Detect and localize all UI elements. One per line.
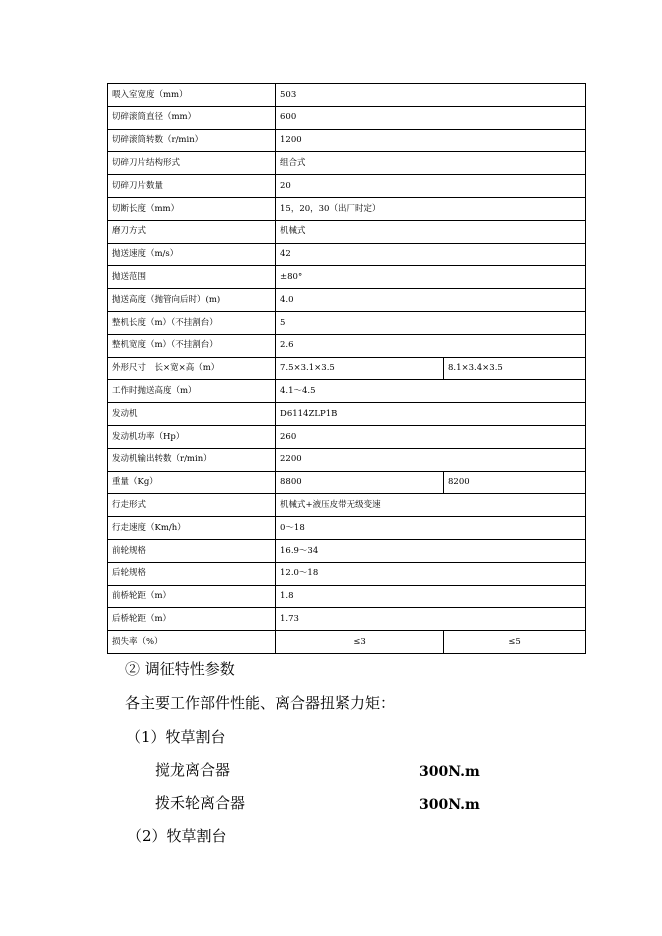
table-row <box>108 311 586 334</box>
row-value: 2200 <box>276 448 586 471</box>
row-value: 260 <box>276 425 586 448</box>
row-label: 磨刀方式 <box>108 220 276 243</box>
row-value: 组合式 <box>276 152 586 175</box>
row-label: 整机长度（m）（不挂割台） <box>108 311 276 334</box>
row-label: 外形尺寸 长×宽×高（m） <box>108 357 276 380</box>
table-row <box>108 380 586 403</box>
table-row <box>108 471 586 494</box>
table-row <box>108 517 586 540</box>
table-row <box>108 175 586 198</box>
row-value: 5 <box>276 311 586 334</box>
row-label: 整机宽度（m）（不挂割台） <box>108 334 276 357</box>
row-label: 切碎刀片结构形式 <box>108 152 276 175</box>
row-value: 机械式+液压皮带无级变速 <box>276 494 586 517</box>
row-label: 后轮规格 <box>108 562 276 585</box>
row-label: 发动机功率（Hp） <box>108 425 276 448</box>
row-value: 机械式 <box>276 220 586 243</box>
row-value: 42 <box>276 243 586 266</box>
row-label: 行走速度（Km/h） <box>108 517 276 540</box>
table-row <box>108 425 586 448</box>
table-row <box>108 106 586 129</box>
row-label: 抛送速度（m/s） <box>108 243 276 266</box>
table-row <box>108 197 586 220</box>
row-label: 切碎滚筒转数（r/min） <box>108 129 276 152</box>
row-value: ≤3 <box>276 631 444 654</box>
row-value: 4.1～4.5 <box>276 380 586 403</box>
row-label: 前桥轮距（m） <box>108 585 276 608</box>
spec-table <box>107 83 586 654</box>
row-value: 12.0～18 <box>276 562 586 585</box>
row-value: 20 <box>276 175 586 198</box>
row-label: 发动机输出转数（r/min） <box>108 448 276 471</box>
clutch1-torque: 300N.m <box>419 764 480 780</box>
table-row <box>108 494 586 517</box>
row-value: 2.6 <box>276 334 586 357</box>
row-value-alt: 8200 <box>444 471 586 494</box>
row-label: 抛送范围 <box>108 266 276 289</box>
table-row <box>108 84 586 107</box>
table-row <box>108 608 586 631</box>
table-row <box>108 357 586 380</box>
table-row <box>108 266 586 289</box>
table-row <box>108 220 586 243</box>
item2-title: （2）牧草割台 <box>127 827 227 845</box>
item1-title: （1）牧草割台 <box>126 728 226 746</box>
table-row <box>108 631 586 654</box>
table-row <box>108 289 586 312</box>
clutch1-name: 搅龙离合器 <box>155 761 231 779</box>
table-row <box>108 152 586 175</box>
clutch2-torque: 300N.m <box>419 797 480 813</box>
row-value: D6114ZLP1B <box>276 403 586 426</box>
row-value: ±80° <box>276 266 586 289</box>
row-label: 切碎刀片数量 <box>108 175 276 198</box>
row-value: 15，20，30（出厂时定） <box>276 197 586 220</box>
table-row <box>108 539 586 562</box>
row-value-alt: ≤5 <box>444 631 586 654</box>
table-row <box>108 448 586 471</box>
spec-table-body <box>108 84 586 654</box>
table-row <box>108 562 586 585</box>
row-value: 8800 <box>276 471 444 494</box>
row-label: 切断长度（mm） <box>108 197 276 220</box>
row-value: 600 <box>276 106 586 129</box>
table-row <box>108 334 586 357</box>
row-value: 7.5×3.1×3.5 <box>276 357 444 380</box>
table-row <box>108 243 586 266</box>
row-value: 4.0 <box>276 289 586 312</box>
row-value: 1200 <box>276 129 586 152</box>
row-label: 喂入室宽度（mm） <box>108 84 276 107</box>
intro-text: 各主要工作部件性能、离合器扭紧力矩： <box>125 694 396 712</box>
table-row <box>108 585 586 608</box>
row-label: 前轮规格 <box>108 539 276 562</box>
row-label: 重量（Kg） <box>108 471 276 494</box>
row-label: 工作时抛送高度（m） <box>108 380 276 403</box>
table-row <box>108 403 586 426</box>
row-value: 16.9～34 <box>276 539 586 562</box>
row-value: 0～18 <box>276 517 586 540</box>
row-label: 切碎滚筒直径（mm） <box>108 106 276 129</box>
row-value: 1.8 <box>276 585 586 608</box>
row-value-alt: 8.1×3.4×3.5 <box>444 357 586 380</box>
row-label: 损失率（%） <box>108 631 276 654</box>
clutch2-name: 拨禾轮离合器 <box>155 794 246 812</box>
row-label: 发动机 <box>108 403 276 426</box>
section-heading: ② 调征特性参数 <box>125 660 235 678</box>
table-row <box>108 129 586 152</box>
row-value: 1.73 <box>276 608 586 631</box>
row-value: 503 <box>276 84 586 107</box>
row-label: 抛送高度（抛管向后时）(m) <box>108 289 276 312</box>
row-label: 行走形式 <box>108 494 276 517</box>
row-label: 后桥轮距（m） <box>108 608 276 631</box>
